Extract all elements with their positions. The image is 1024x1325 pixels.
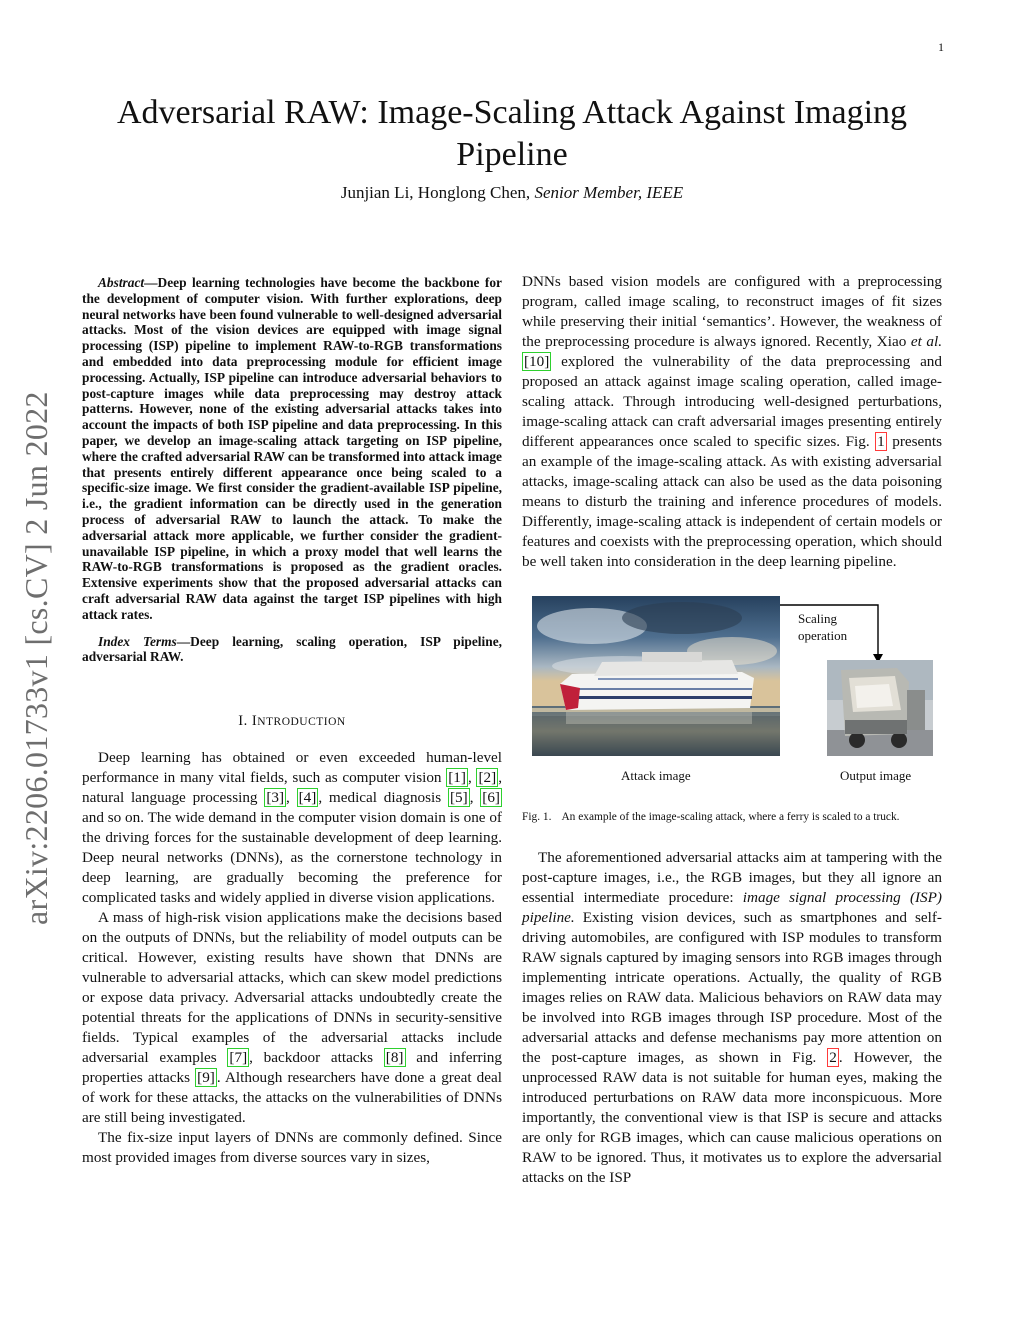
section-title-rest: NTRODUCTION <box>257 716 346 729</box>
et-al: et al. <box>910 333 943 350</box>
truck-output-image <box>827 660 933 756</box>
right-column <box>522 272 942 1188</box>
citation-link[interactable]: [9] <box>197 1069 215 1087</box>
author-role: Senior Member, IEEE <box>534 183 684 202</box>
abstract-text: —Deep learning technologies have become the backbone for the development of computer vision. With further explorations, deep neural networks have been found vulnerable to well-designed adversarial attacks. Most of the vision devices are equipped with image signal processing (ISP) pipeline to implement RAW-to-RGB transformations and embedded into data preprocessing module for efficient image processing. Actually, ISP pipeline can introduce adversarial behaviors to post-capture images while data preprocessing may destroy attack patterns. However, none of the existing adversarial attacks takes into account the impacts of both ISP pipeline and data preprocessing. In this paper, we develop an image-scaling attack targeting on ISP pipeline, where the crafted adversarial RAW can be transformed into attack image that presents entirely different appearance once being scaled to a specific-size image. We first consider the gradient-available ISP pipeline, i.e., the gradient information can be directly used in the generation process of adversarial RAW to launch the attack. To make the adversarial attack more applicable, we further consider the gradient-unavailable ISP pipeline, in which a proxy model that well learns the RAW-to-RGB transformations is proposed as the gradient oracles. Extensive experiments show that the proposed adversarial attacks can craft adversarial RAW data against the target ISP pipelines with high attack rates. <box>82 275 502 622</box>
citation-link[interactable]: [4] <box>298 789 317 807</box>
right-paragraph-1: DNNs based vision models are configured with a preprocessing program, called image scaling, to reconstruct images of fit sizes while preserving their initial ‘semantics’. However, the weakness of the preprocessing procedure is always ignored. Recently, Xiao et al. [10] explored the vulnerability of the data preprocessing and proposed an attack against image scaling operation, called image-scaling attack. Through introducing well-designed perturbations, image-scaling attack can craft adversarial images presenting entirely different appearances once scaled to specific sizes. Fig. 1 presents an example of the image-scaling attack. As with existing adversarial attacks, image-scaling attack can also be used as the data poisoning means to disturb the training and inference procedures of models. Differently, image-scaling attack is independent of certain models or features and coexists with the preprocessing operation, which should be well taken into consideration in the deep learning pipeline. <box>522 273 943 570</box>
page-number: 1 <box>938 40 944 54</box>
index-terms-label: Index Terms <box>98 633 177 649</box>
index-terms <box>82 634 502 666</box>
paper-title: Adversarial RAW: Image-Scaling Attack Against Imaging Pipeline <box>116 94 908 173</box>
scaling-operation-label: Scaling operation <box>798 611 848 643</box>
figure-1 <box>522 596 942 808</box>
intro-paragraph-2: A mass of high-risk vision applications make the decisions based on the outputs of DNNs, but the reliability of model outputs can be critical. However, existing results have shown that DNNs are vulnerable to adversarial attacks, which can skew model predictions or expose data privacy. Adversarial attacks undoubtedly create the potential threats for the applications of DNNs in security-sensitive fields. Typical examples of the adversarial attacks include adversarial examples [7] , backdoor attacks [8] and inferring properties attacks [9] . Although researchers have done a great deal of work for these attacks, the attacks on the vulnerabilities of DNNs are still being investigated. <box>82 909 502 1127</box>
section-heading-introduction <box>82 713 502 730</box>
citation-link[interactable]: [3] <box>266 789 285 807</box>
ferry-attack-image <box>532 596 780 756</box>
caption-text: An example of the image-scaling attack, where a ferry is scaled to a truck. <box>561 811 900 823</box>
citation-link[interactable]: [10] <box>524 353 550 370</box>
caption-number: Fig. 1. <box>522 811 552 823</box>
right-paragraph-2: The aforementioned adversarial attacks aim at tampering with the post-capture images, i.e., the RGB images, but they all ignore an essential intermediate procedure: image signal processing (ISP) pipeline. Existing vision devices, such as smartphones and self-driving automobiles, are configured with ISP modules to transform RAW signals captured by imaging sensors into RGB images through implementing intricate operations. Actually, the quality of RGB images relies on RAW data. Malicious behaviors on RAW data may be involved into RGB images through ISP procedure. Most of the adversarial attacks and defense mechanisms pay more attention on the post-capture images, as shown in Fig. 2 . However, the unprocessed RAW data is not suitable for human eyes, making the introduced perturbations on RAW data more inconspicuous. More importantly, the conventional view is that ISP is secure and attacks are only for RGB images, which can cause malicious operations on RAW to be ignored. Thus, it motivates us to explore the adversarial attacks on the ISP <box>522 849 942 1186</box>
arxiv-identifier-stamp: arXiv:2206.01733v1 [cs.CV] 2 Jun 2022 <box>18 391 54 925</box>
intro-paragraph-3: The fix-size input layers of DNNs are commonly defined. Since most provided images from diverse sources vary in sizes, <box>82 1129 502 1167</box>
output-image-label: Output image <box>840 768 912 783</box>
index-terms-text: —Deep learning, scaling operation, ISP pipeline, adversarial RAW. <box>82 633 502 665</box>
figure-1-caption <box>522 810 942 824</box>
citation-link[interactable]: [5] <box>449 789 468 807</box>
isp-emphasis: image signal processing (ISP) pipeline. <box>522 889 942 926</box>
citation-link[interactable]: [7] <box>229 1049 248 1067</box>
figure-reference-link[interactable]: 2 <box>829 1049 837 1066</box>
figure-reference-link[interactable]: 1 <box>877 433 885 450</box>
author-names: Junjian Li, Honglong Chen, <box>340 183 535 202</box>
abstract <box>82 275 502 623</box>
abstract-label: Abstract <box>98 275 145 290</box>
section-numeral: I. <box>238 713 252 730</box>
citation-link[interactable]: [8] <box>385 1049 404 1067</box>
citation-link[interactable]: [6] <box>482 789 500 807</box>
citation-link[interactable]: [2] <box>478 769 497 787</box>
intro-paragraph-1: Deep learning has obtained or even exceeded human-level performance in many vital fields, such as computer vision [1] , [2] , natural language processing [3] , [4] , medical diagnosis [5] , [6] and so on. The wide demand in the computer vision domain is one of the driving forces for the sustainable development of deep learning. Deep neural networks (DNNs), as the cornerstone technology in deep learning, are gradually becoming the preference for complicated tasks and widely applied in diverse vision applications. <box>82 749 502 907</box>
left-column <box>82 275 502 1168</box>
author-line <box>80 183 944 203</box>
attack-image-label: Attack image <box>621 768 691 783</box>
citation-link[interactable]: [1] <box>448 769 466 787</box>
section-initial: I <box>251 713 258 730</box>
